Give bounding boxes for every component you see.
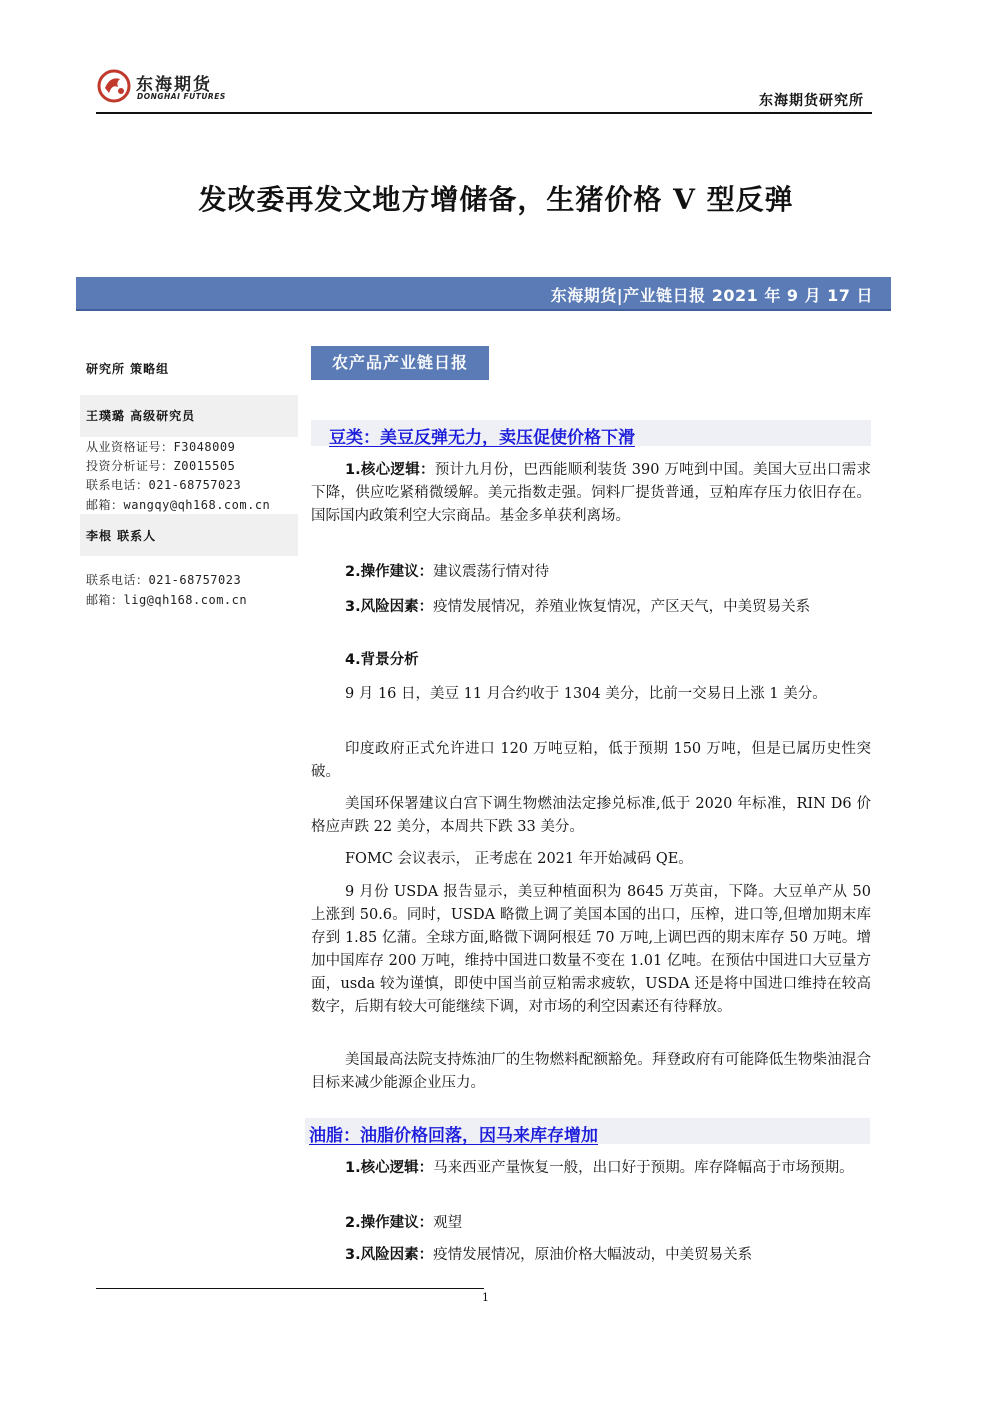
dragon-logo-icon bbox=[96, 68, 132, 104]
footer-divider bbox=[96, 1288, 484, 1289]
oil-advice-text: 观望 bbox=[433, 1215, 463, 1231]
company-logo bbox=[96, 68, 236, 108]
sidebar-analyst-line: 联系电话：021-68757023 bbox=[86, 478, 242, 492]
header-organization: 东海期货研究所 bbox=[759, 93, 864, 109]
soy-advice-label: 2.操作建议： bbox=[345, 564, 434, 580]
soy-background-paragraph: 9 月份 USDA 报告显示，美豆种植面积为 8645 万英亩，下降。大豆单产从 50 上涨到 50.6。同时，USDA 略微上调了美国本国的出口，压榨，进口等,但增加期末库存到 1.85 亿蒲。全球方面,略微下调阿根廷 70 万吨,上调巴西的期末库存 50 万吨。增加中国库存 200 万吨，维持中国进口数量不变在 1.01 亿吨。在预估中国进口大豆量方面，usda 较为谨慎，即使中国当前豆粕需求疲软，USDA 还是将中国进口维持在较高数字，后期有较大可能继续下调，对市场的利空因素还有待释放。 bbox=[311, 884, 871, 1015]
soy-background-paragraph: 美国环保署建议白宫下调生物燃油法定掺兑标准,低于 2020 年标准，RIN D6 价格应声跌 22 美分，本周共下跌 33 美分。 bbox=[311, 796, 871, 835]
soy-risk bbox=[311, 596, 871, 619]
soy-advice-text: 建议震荡行情对待 bbox=[433, 564, 550, 580]
oil-advice-label: 2.操作建议： bbox=[345, 1215, 434, 1231]
sidebar-analyst-line: 投资分析证号：Z0015505 bbox=[86, 459, 236, 473]
oil-advice bbox=[311, 1212, 871, 1235]
sidebar-contact-name: 李根 联系人 bbox=[86, 529, 157, 543]
page-number: 1 bbox=[482, 1291, 489, 1304]
sidebar-analyst-email: 邮箱：wangqy@qh168.com.cn bbox=[86, 498, 271, 512]
oil-core-logic bbox=[311, 1157, 871, 1180]
section-tag: 农产品产业链日报 bbox=[311, 346, 489, 380]
sidebar-analyst-name: 王璞璐 高级研究员 bbox=[86, 409, 196, 423]
soy-background-paragraph: 美国最高法院支持炼油厂的生物燃料配额豁免。拜登政府有可能降低生物柴油混合目标来减少能源企业压力。 bbox=[311, 1052, 871, 1091]
banner-text: 东海期货|产业链日报 2021 年 9 月 17 日 bbox=[550, 286, 873, 305]
header-divider bbox=[96, 112, 872, 114]
logo-chinese-name: 东海期货 bbox=[136, 75, 212, 95]
soy-advice bbox=[311, 561, 871, 584]
sidebar-dept: 研究所 策略组 bbox=[86, 362, 170, 376]
oil-heading: 油脂：油脂价格回落，因马来库存增加 bbox=[309, 1126, 598, 1146]
soy-background-paragraph: FOMC 会议表示， 正考虑在 2021 年开始减码 QE。 bbox=[345, 851, 693, 867]
sidebar-contact-email: 邮箱：lig@qh168.com.cn bbox=[86, 593, 248, 607]
soy-background-paragraph: 9 月 16 日，美豆 11 月合约收于 1304 美分，比前一交易日上涨 1 美分。 bbox=[345, 686, 827, 702]
logo-english-name: DONGHAI FUTURES bbox=[137, 92, 226, 101]
soy-background-label: 4.背景分析 bbox=[345, 652, 419, 668]
oil-risk bbox=[311, 1244, 871, 1267]
sidebar-analyst-line: 从业资格证号：F3048009 bbox=[86, 440, 236, 454]
soy-background-label-row bbox=[311, 649, 871, 672]
document-title: 发改委再发文地方增储备，生猪价格 V 型反弹 bbox=[198, 183, 794, 216]
soy-risk-text: 疫情发展情况，养殖业恢复情况，产区天气，中美贸易关系 bbox=[433, 599, 811, 615]
soy-core-logic bbox=[311, 459, 871, 528]
oil-risk-label: 3.风险因素： bbox=[345, 1247, 434, 1263]
oil-core-logic-text: 马来西亚产量恢复一般，出口好于预期。库存降幅高于市场预期。 bbox=[433, 1160, 854, 1176]
soy-core-logic-text: 预计九月份，巴西能顺利装货 390 万吨到中国。美国大豆出口需求下降，供应吃紧稍微缓解。美元指数走强。饲料厂提货普通，豆粕库存压力依旧存在。国际国内政策利空大宗商品。基金多单获利离场。 bbox=[311, 462, 871, 524]
oil-core-logic-label: 1.核心逻辑： bbox=[345, 1160, 434, 1176]
soy-heading: 豆类：美豆反弹无力，卖压促使价格下滑 bbox=[329, 428, 635, 448]
soy-core-logic-label: 1.核心逻辑： bbox=[345, 462, 435, 478]
soy-risk-label: 3.风险因素： bbox=[345, 599, 434, 615]
soy-background-paragraph: 印度政府正式允许进口 120 万吨豆粕，低于预期 150 万吨，但是已属历史性突破。 bbox=[311, 741, 871, 780]
oil-risk-text: 疫情发展情况，原油价格大幅波动，中美贸易关系 bbox=[433, 1247, 753, 1263]
sidebar-contact-line: 联系电话：021-68757023 bbox=[86, 573, 242, 587]
report-banner bbox=[76, 277, 891, 311]
